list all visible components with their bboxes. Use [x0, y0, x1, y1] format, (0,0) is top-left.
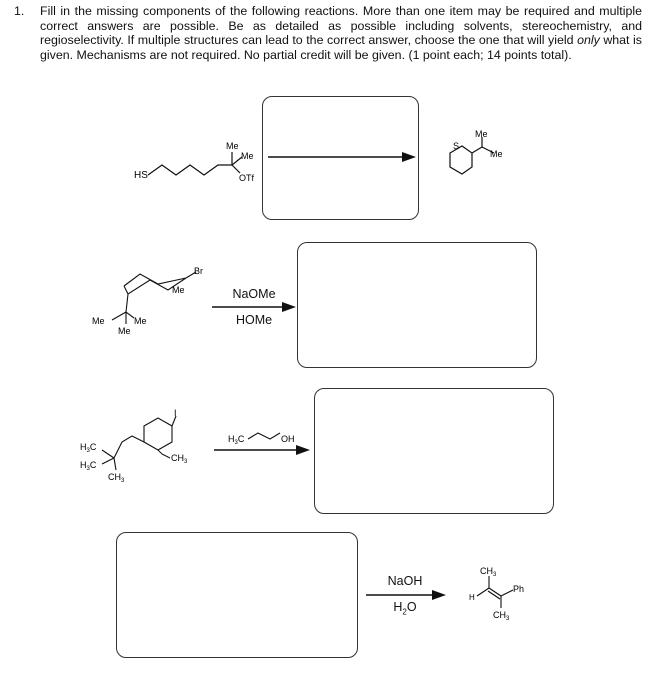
- iodine-label: I: [174, 408, 177, 418]
- ph-label: Ph: [513, 584, 525, 594]
- otf-label: OTf: [239, 173, 254, 183]
- reaction4-reagent-top: NaOH: [387, 574, 423, 588]
- me-label: Me: [475, 129, 488, 139]
- me-label: Me: [118, 326, 131, 336]
- question-text: Fill in the missing components of the following reactions. More than one item may be required and multiple correct answers are possible. Be as detailed as possible including solvents, stereochemistry, and regioselectivity. If multiple structures can lead to the correct answer, choose the one that will yield only what is given. Mechanisms are not required. No partial credit will be given. (1 point each; 14 points total).: [40, 4, 642, 62]
- reaction1-starting-material: [120, 135, 280, 195]
- reaction3-starting-material: [72, 408, 212, 498]
- h-label: H: [469, 593, 475, 602]
- me-label: Me: [241, 151, 254, 161]
- me-label: Me: [134, 316, 147, 326]
- ch3-label: $CH_3$: [480, 566, 497, 578]
- me-label: Me: [226, 141, 239, 151]
- ch3-label: $CH_3$: [171, 453, 188, 465]
- reaction2-reagent-bottom: HOMe: [235, 313, 273, 327]
- question-number: 1.: [14, 4, 25, 18]
- me-label: Me: [172, 285, 185, 295]
- reaction2-starting-material: [82, 262, 212, 342]
- answer-box-3[interactable]: [314, 388, 554, 514]
- reaction1-arrow: [266, 150, 418, 164]
- reaction4-reagent-bottom: $H_2O$: [393, 600, 417, 617]
- h3c-label: $H_3C$: [80, 460, 97, 472]
- oh-label: OH: [281, 434, 295, 444]
- me-label: Me: [92, 316, 105, 326]
- reaction4-product: [455, 560, 545, 630]
- h3c-label: $H_3C$: [80, 442, 97, 454]
- answer-box-4[interactable]: [116, 532, 358, 658]
- h3c-label: $H_3C$: [228, 434, 245, 446]
- sulfur-label: S: [453, 141, 460, 151]
- question-block: [14, 4, 642, 62]
- reaction3-arrow: [212, 443, 312, 457]
- reaction2-reagent-top: NaOMe: [232, 287, 276, 301]
- hs-label: HS: [134, 170, 148, 181]
- ch3-label: $CH_3$: [108, 472, 125, 484]
- ch3-label: $CH_3$: [493, 610, 510, 622]
- me-label: Me: [490, 149, 503, 159]
- emphasis-only: only: [577, 33, 600, 48]
- answer-box-2[interactable]: [297, 242, 537, 368]
- reaction2-arrow: [210, 300, 298, 314]
- br-label: Br: [194, 266, 203, 276]
- reaction1-product: [430, 125, 540, 195]
